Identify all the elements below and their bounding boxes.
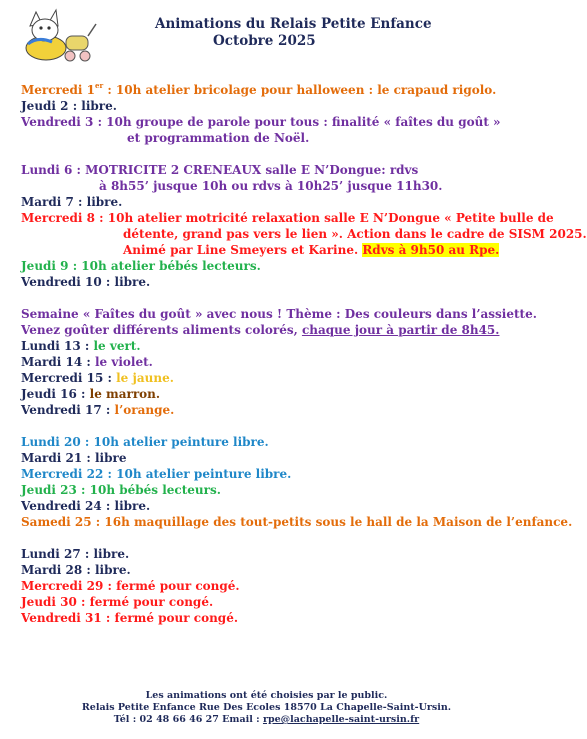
entry-mercredi-8-cont2: [21, 242, 526, 258]
page-title: [155, 16, 455, 50]
entry-color: le jaune.: [116, 371, 174, 385]
title-line1: Animations du Relais Petite Enfance: [155, 16, 432, 32]
entry-mercredi-15: [21, 370, 526, 386]
entry-jeudi-30: Jeudi 30 : fermé pour congé.: [21, 595, 214, 609]
entry-jeudi-16: [21, 386, 526, 402]
title-line2: Octobre 2025: [213, 33, 316, 49]
entry-mercredi-1: [21, 82, 526, 98]
entry-day: Jeudi 16 :: [21, 387, 90, 401]
entry-mercredi-8: Mercredi 8 : 10h atelier motricité relaxation salle E N’Dongue « Petite bulle de: [21, 211, 554, 225]
entry-vendredi-31: Vendredi 31 : fermé pour congé.: [21, 611, 239, 625]
entry-jeudi-23: Jeudi 23 : 10h bébés lecteurs.: [21, 483, 221, 497]
intro-underlined: chaque jour à partir de 8h45.: [301, 323, 500, 337]
entry-lundi-6-cont: à 8h55’ jusque 10h ou rdvs à 10h25’ jusque 11h30.: [99, 179, 443, 193]
footer-note: Les animations ont été choisies par le public.: [145, 690, 388, 701]
entry-vendredi-3-cont: et programmation de Noël.: [127, 131, 310, 145]
entry-day: Mercredi 1: [21, 83, 95, 97]
week3-intro: Semaine « Faîtes du goût » avec nous ! Thème : Des couleurs dans l’assiette.: [21, 307, 537, 321]
entry-color: le violet.: [95, 355, 153, 369]
footer-address: Relais Petite Enfance Rue Des Ecoles 18570 La Chapelle-Saint-Ursin.: [81, 702, 452, 713]
email-link[interactable]: rpe@lachapelle-saint-ursin.fr: [262, 714, 420, 725]
entry-vendredi-17: [21, 402, 526, 418]
intro-text: Venez goûter différents aliments colorés,: [21, 323, 302, 337]
entry-mardi-7: Mardi 7 : libre.: [21, 195, 123, 209]
cat-with-stroller-logo: [18, 6, 100, 66]
entry-lundi-20: Lundi 20 : 10h atelier peinture libre.: [21, 435, 269, 449]
footer-phone: Tél : 02 48 66 46 27 Email :: [113, 714, 263, 725]
entry-jeudi-9: Jeudi 9 : 10h atelier bébés lecteurs.: [21, 259, 261, 273]
week3-intro-cont: [21, 322, 526, 338]
footer: [0, 690, 533, 726]
entry-day: Lundi 13 :: [21, 339, 94, 353]
entry-vendredi-10: Vendredi 10 : libre.: [21, 275, 151, 289]
entry-day: Mardi 14 :: [21, 355, 95, 369]
entry-mercredi-29: Mercredi 29 : fermé pour congé.: [21, 579, 240, 593]
entry-vendredi-24: Vendredi 24 : libre.: [21, 499, 151, 513]
entry-lundi-6: Lundi 6 : MOTRICITE 2 CRENEAUX salle E N’Dongue: rdvs: [21, 163, 419, 177]
entry-mardi-21: Mardi 21 : libre: [21, 451, 127, 465]
entry-mardi-28: Mardi 28 : libre.: [21, 563, 131, 577]
entry-vendredi-3: Vendredi 3 : 10h groupe de parole pour tous : finalité « faîtes du goût »: [21, 115, 501, 129]
entry-lundi-27: Lundi 27 : libre.: [21, 547, 130, 561]
entry-lundi-13: [21, 338, 526, 354]
entry-mercredi-22: Mercredi 22 : 10h atelier peinture libre.: [21, 467, 292, 481]
entry-color: le vert.: [93, 339, 141, 353]
entry-text: Animé par Line Smeyers et Karine.: [123, 243, 363, 257]
calendar-content: [21, 81, 587, 626]
entry-mardi-14: [21, 354, 526, 370]
entry-day: Mercredi 15 :: [21, 371, 117, 385]
entry-color: l’orange.: [114, 403, 175, 417]
footer-contact: [0, 714, 533, 726]
entry-jeudi-2: Jeudi 2 : libre.: [21, 99, 117, 113]
rdv-highlight: Rdvs à 9h50 au Rpe.: [362, 243, 500, 257]
entry-day: Vendredi 17 :: [21, 403, 115, 417]
entry-color: le marron.: [89, 387, 161, 401]
entry-text: : 10h atelier bricolage pour halloween : le crapaud rigolo.: [103, 83, 497, 97]
entry-mercredi-8-cont: détente, grand pas vers le lien ». Action dans le cadre de SISM 2025.: [123, 227, 587, 241]
entry-samedi-25: Samedi 25 : 16h maquillage des tout-petits sous le hall de la Maison de l’enfance.: [21, 515, 573, 529]
entry-day-suffix: er: [94, 81, 104, 90]
